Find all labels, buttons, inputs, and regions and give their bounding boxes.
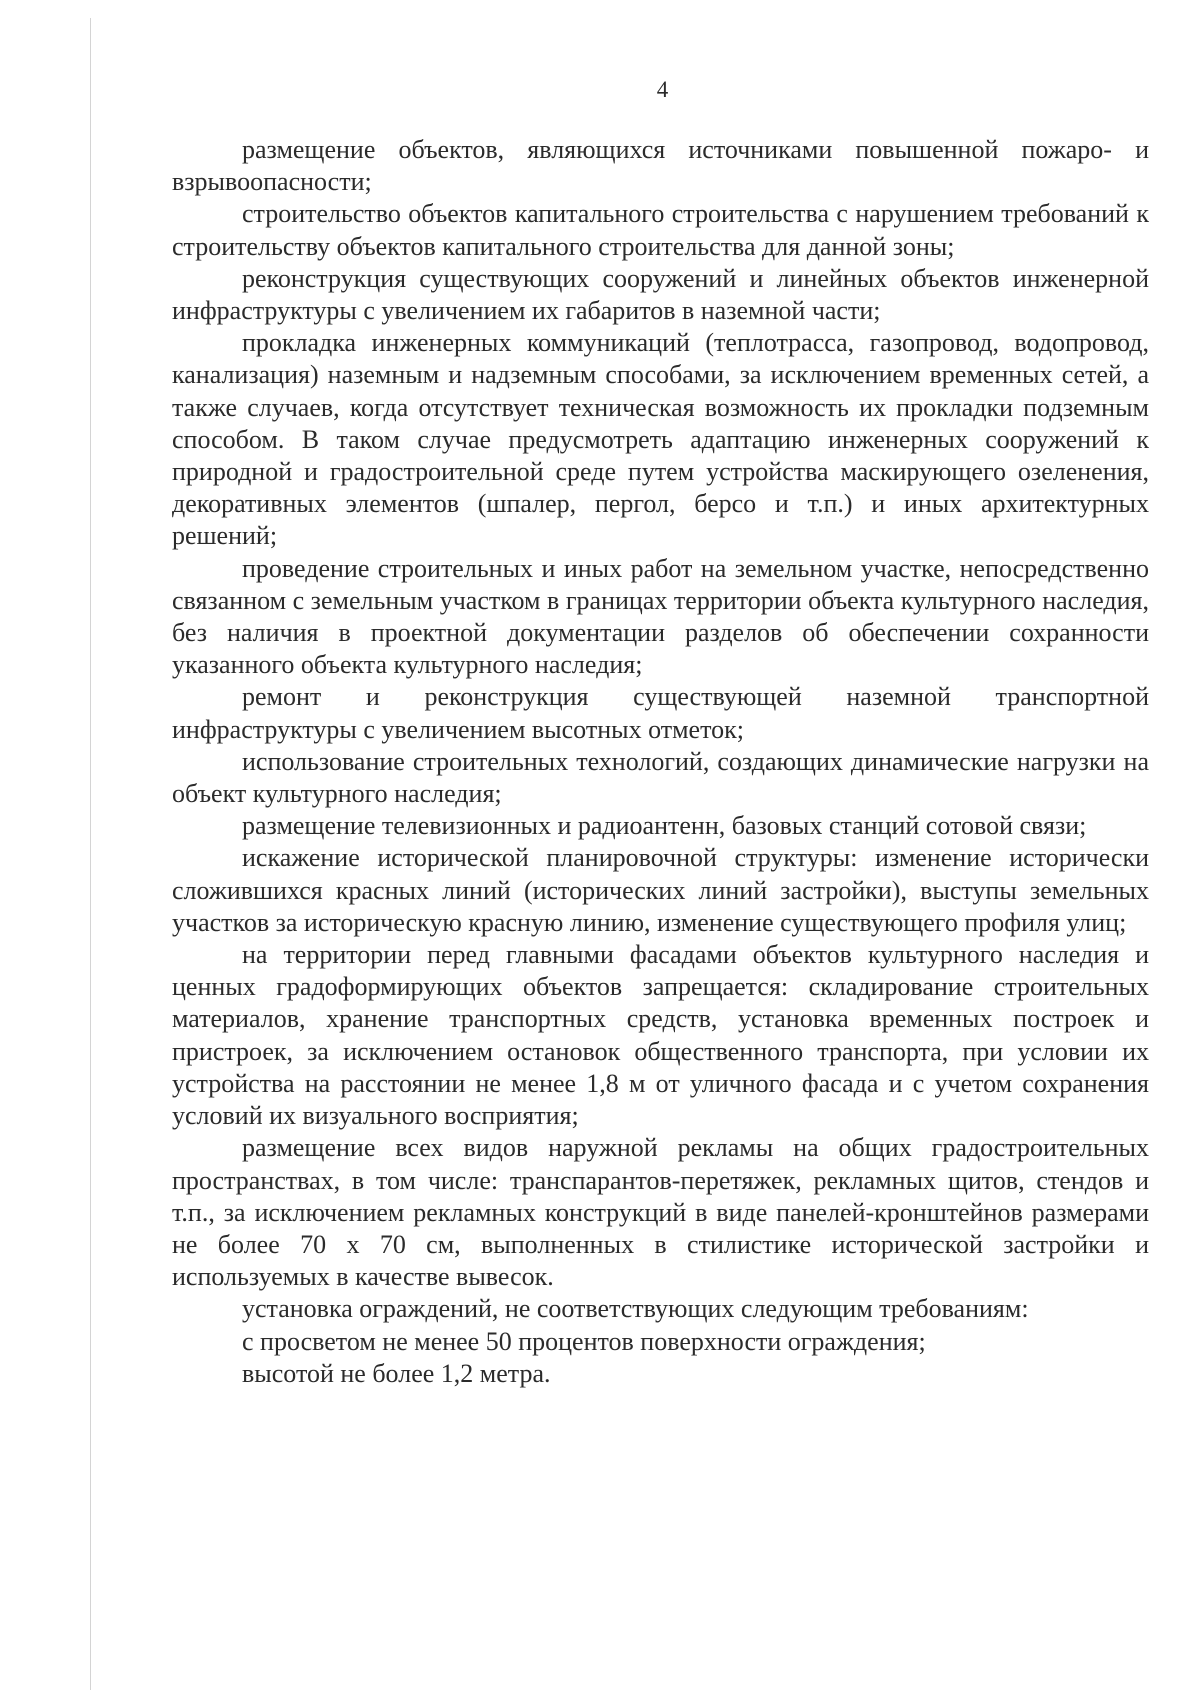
paragraph: высотой не более 1,2 метра. — [242, 1358, 551, 1388]
paragraph: строительство объектов капитального строительства с нарушением требований к строительству объектов капитального строительства для данной зоны; — [172, 199, 1149, 261]
paragraph: ремонт и реконструкция существующей наземной транспортной инфраструктуры с увеличением высотных отметок; — [172, 682, 1149, 744]
paragraph: реконструкция существующих сооружений и линейных объектов инженерной инфраструктуры с увеличением их габаритов в наземной части; — [172, 263, 1149, 326]
document-body — [172, 134, 1149, 1390]
paragraph: искажение исторической планировочной структуры: изменение исторически сложившихся красных линий (исторических линий застройки), выступы земельных участков за историческую красную линию, изменение существующего профиля улиц; — [172, 843, 1149, 937]
paragraph: на территории перед главными фасадами объектов культурного наследия и ценных градоформирующих объектов запрещается: складирование строительных материалов, хранение транспортных средств, установка временных построек и пристроек, за исключением остановок общественного транспорта, при условии их устройства на расстоянии не менее 1,8 м от уличного фасада и с учетом сохранения условий их визуального восприятия; — [172, 940, 1149, 1131]
paragraph: установка ограждений, не соответствующих следующим требованиям: — [242, 1294, 1029, 1324]
scan-left-edge — [90, 18, 91, 1690]
paragraph: размещение телевизионных и радиоантенн, базовых станций сотовой связи; — [242, 811, 1087, 841]
paragraph: проведение строительных и иных работ на земельном участке, непосредственно связанном с земельным участком в границах территории объекта культурного наследия, без наличия в проектной документации разделов об обеспечении сохранности указанного объекта культурного наследия; — [172, 553, 1149, 680]
page-number: 4 — [656, 77, 669, 102]
paragraph: размещение объектов, являющихся источниками повышенной пожаро- и взрывоопасности; — [172, 135, 1149, 197]
paragraph: использование строительных технологий, создающих динамические нагрузки на объект культурного наследия; — [172, 746, 1149, 809]
paragraph: размещение всех видов наружной рекламы на общих градостроительных пространствах, в том числе: транспарантов-перетяжек, рекламных щитов, стендов и т.п., за исключением рекламных конструкций в виде панелей-кронштейнов размерами не более 70 х 70 см, выполненных в стилистике исторической застройки и используемых в качестве вывесок. — [172, 1133, 1149, 1292]
paragraph: с просветом не менее 50 процентов поверхности ограждения; — [242, 1326, 926, 1356]
paragraph: прокладка инженерных коммуникаций (теплотрасса, газопровод, водопровод, канализация) наземным и надземным способами, за исключением временных сетей, а также случаев, когда отсутствует техническая возможность их прокладки подземным способом. В таком случае предусмотреть адаптацию инженерных сооружений к природной и градостроительной среде путем устройства маскирующего озеленения, декоративных элементов (шпалер, пергол, берсо и т.п.) и иных архитектурных решений; — [172, 328, 1149, 551]
